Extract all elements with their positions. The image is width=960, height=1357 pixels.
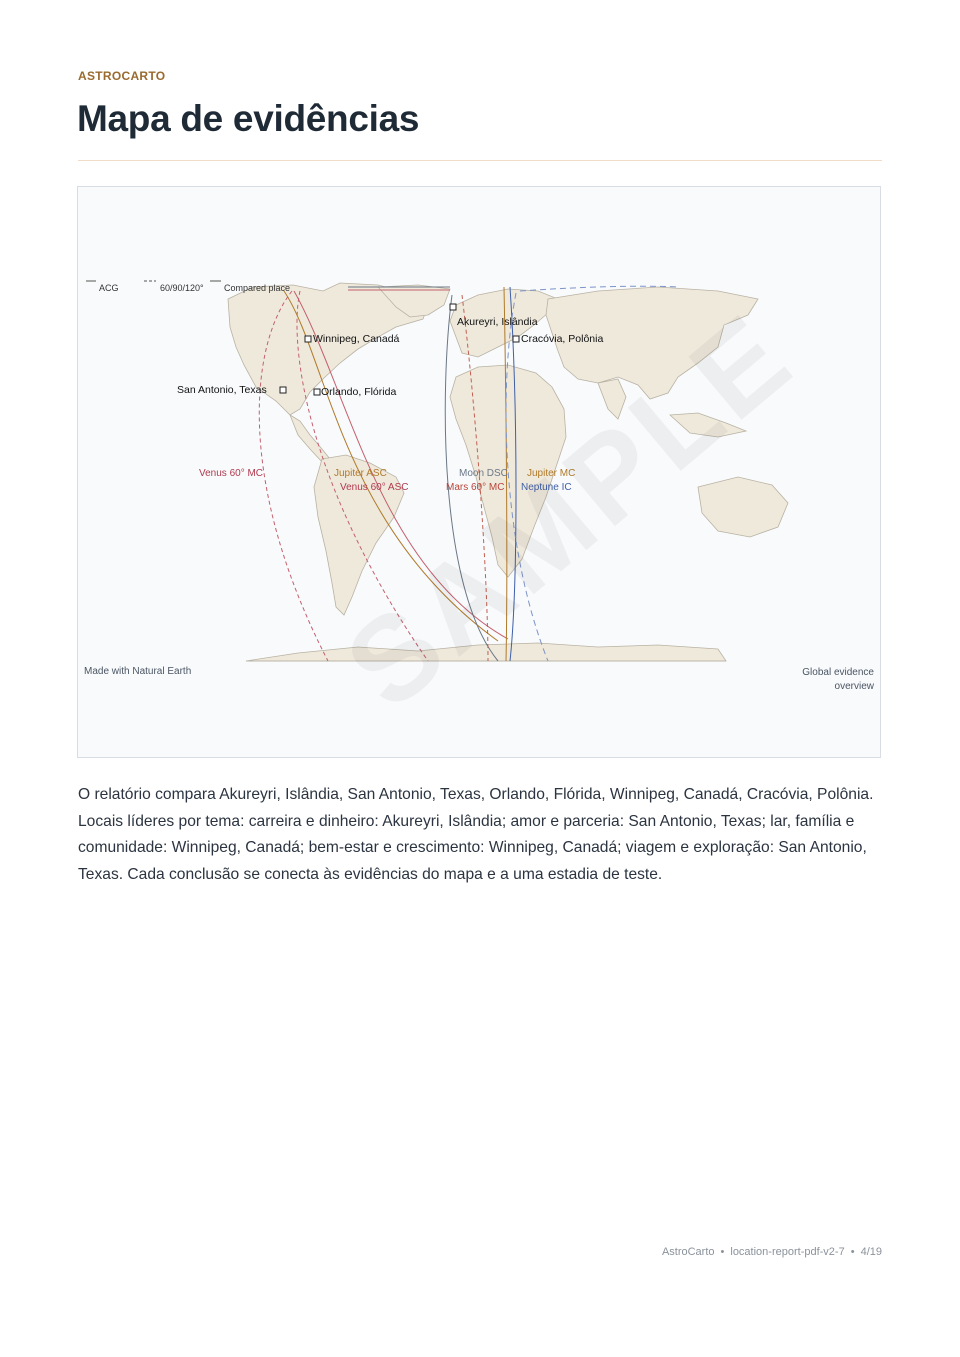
footer-app: AstroCarto [661, 1246, 715, 1258]
summary-paragraph: O relatório compara Akureyri, Islândia, San Antonio, Texas, Orlando, Flórida, Winnipeg, Canadá, Cracóvia, Polônia. Locais líderes por tema: carreira e dinheiro: Akureyri, Islândia; amor e parceria: San Antonio, Texas; lar, família e comunidade: Winnipeg, Canadá; bem-estar e crescimento: Winnipeg, Canadá; viagem e exploração: San Antonio, Texas. Cada conclusão se conecta às evidências do mapa e a uma estadia de teste. [78, 786, 874, 883]
label-venus-60-mc: Venus 60° MC [199, 468, 264, 479]
land-india [598, 379, 626, 419]
legend-compared: Compared place [224, 283, 291, 293]
place-akureyri: Akureyri, Islândia [457, 316, 538, 328]
map-credit: Made with Natural Earth [84, 666, 192, 677]
place-cracovia: Cracóvia, Polônia [521, 333, 604, 345]
evidence-map [77, 186, 881, 758]
footer-page-number: 4/19 [860, 1246, 882, 1258]
footer-separator: • [850, 1246, 855, 1258]
title-divider [78, 160, 882, 161]
world-map-svg [78, 187, 881, 758]
label-mars-60-mc: Mars 60° MC [446, 482, 505, 493]
map-caption: Global evidence overview [802, 667, 874, 692]
label-moon-dsc: Moon DSC [459, 468, 508, 479]
marker-cracovia [513, 336, 519, 342]
land-masses [228, 283, 788, 661]
legend-acg: ACG [99, 283, 119, 293]
map-legend [86, 281, 290, 293]
place-winnipeg: Winnipeg, Canadá [313, 333, 400, 345]
label-jupiter-asc: Jupiter ASC [334, 468, 387, 479]
page-title: Mapa de evidências [77, 98, 420, 139]
label-neptune-ic: Neptune IC [521, 482, 572, 493]
footer-doc: location-report-pdf-v2-7 [730, 1246, 845, 1258]
marker-san-antonio [280, 387, 286, 393]
marker-akureyri [450, 304, 456, 310]
land-central-america [290, 415, 330, 463]
place-orlando: Orlando, Flórida [321, 386, 397, 398]
label-jupiter-mc: Jupiter MC [527, 468, 576, 479]
place-san-antonio: San Antonio, Texas [177, 384, 267, 396]
land-se-asia [670, 413, 746, 437]
marker-orlando [314, 389, 320, 395]
label-venus-60-asc: Venus 60° ASC [340, 482, 409, 493]
marker-winnipeg [305, 336, 311, 342]
legend-aspects: 60/90/120° [160, 283, 204, 293]
page-footer [662, 1246, 882, 1258]
land-australia [698, 477, 788, 537]
land-antarctica [246, 643, 726, 661]
footer-separator: • [720, 1246, 725, 1258]
brand-label: ASTROCARTO [78, 69, 166, 83]
land-south-america [314, 455, 404, 615]
